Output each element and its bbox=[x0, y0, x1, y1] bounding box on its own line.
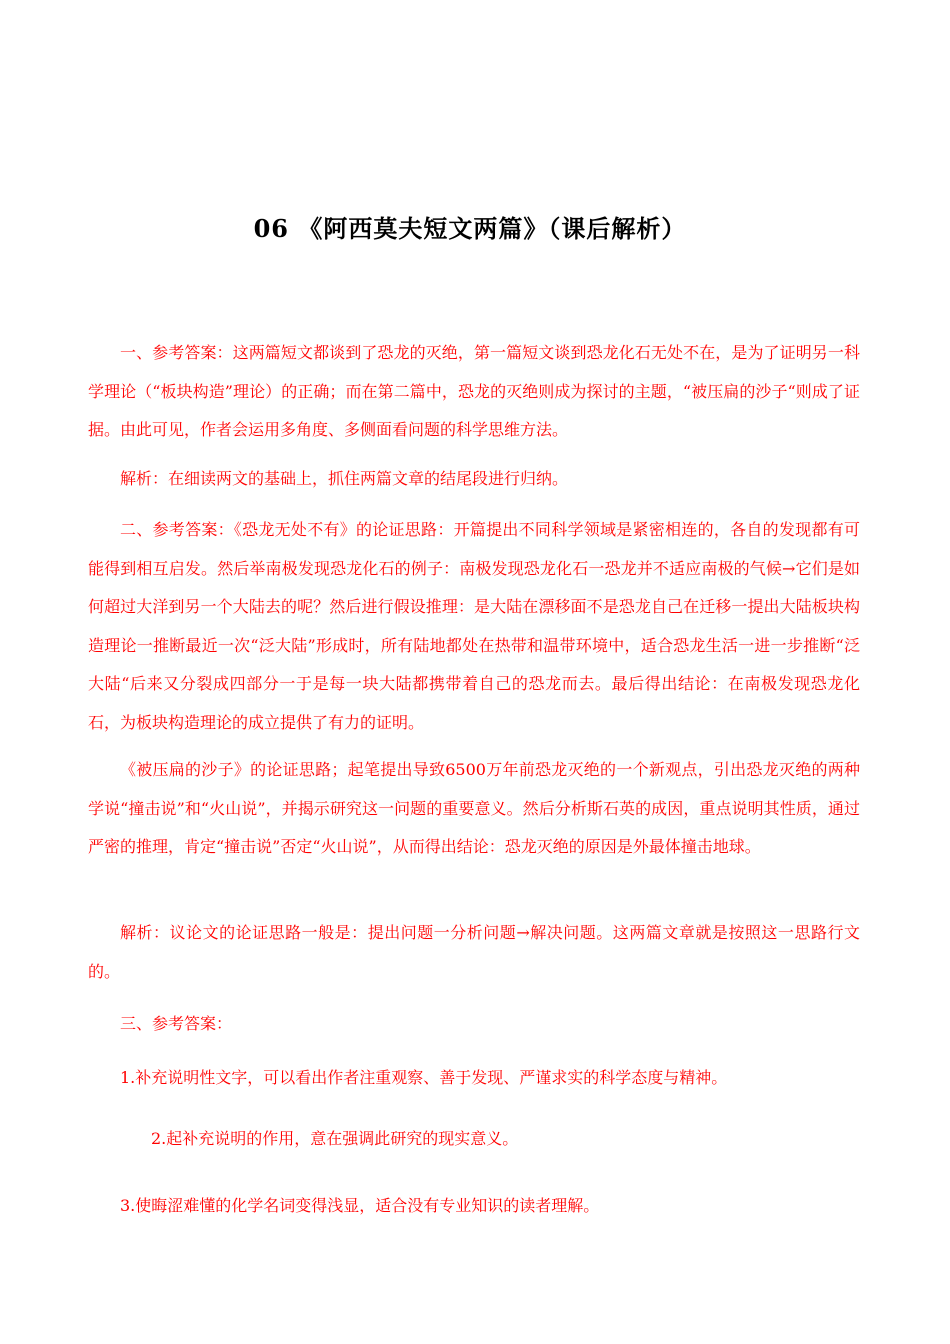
answer-two-paragraph: 二、参考答案：《恐龙无处不有》的论证思路：开篇提出不同科学领域是紧密相连的，各自的发现都有可能得到相互启发。然后举南极发现恐龙化石的例子：南极发现恐龙化石一恐龙并不适应南极的气候→它们是如何超过大洋到另一个大陆去的呢？然后进行假设推理：是大陆在漂移面不是恐龙自己在迁移一提出大陆板块构造理论一推断最近一次“泛大陆”形成时，所有陆地都处在热带和温带环境中，适合恐龙生活一进一步推断“泛大陆“后来又分裂成四部分一于是每一块大陆都携带着自己的恐龙而去。最后得出结论：在南极发现恐龙化石，为板块构造理论的成立提供了有力的证明。 bbox=[88, 520, 860, 732]
answer-three-heading: 三、参考答案： bbox=[120, 1014, 233, 1033]
analysis-two-paragraph: 解析：议论文的论证思路一般是：提出问题一分析问题→解决问题。这两篇文章就是按照这一思路行文的。 bbox=[88, 923, 860, 981]
answer-three-item-3: 3.使晦涩难懂的化学名词变得浅显，适合没有专业知识的读者理解。 bbox=[120, 1196, 600, 1215]
answer-three-item-1: 1.补充说明性文字，可以看出作者注重观察、善于发现、严谨求实的科学态度与精神。 bbox=[120, 1068, 728, 1087]
answer-one-paragraph: 一、参考答案：这两篇短文都谈到了恐龙的灭绝，第一篇短文谈到恐龙化石无处不在，是为了证明另一科学理论（“板块构造”理论）的正确；而在第二篇中，恐龙的灭绝则成为探讨的主题，“被压扁的沙子“则成了证据。由此可见，作者会运用多角度、多侧面看问题的科学思维方法。 bbox=[88, 343, 860, 439]
argument-two-paragraph: 《被压扁的沙子》的论证思路；起笔提出导致6500万年前恐龙灭绝的一个新观点，引出恐龙灭绝的两种学说“撞击说”和“火山说”，并揭示研究这一问题的重要意义。然后分析斯石英的成因，重点说明其性质，通过严密的推理，肯定“撞击说”否定“火山说”，从而得出结论：恐龙灭绝的原因是外最体撞击地球。 bbox=[88, 760, 860, 856]
answer-three-item-2: 2.起补充说明的作用，意在强调此研究的现实意义。 bbox=[151, 1129, 519, 1148]
page-title: 06 《阿西莫夫短文两篇》（课后解析） bbox=[253, 214, 687, 243]
analysis-one-paragraph: 解析：在细读两文的基础上，抓住两篇文章的结尾段进行归纳。 bbox=[120, 469, 569, 488]
